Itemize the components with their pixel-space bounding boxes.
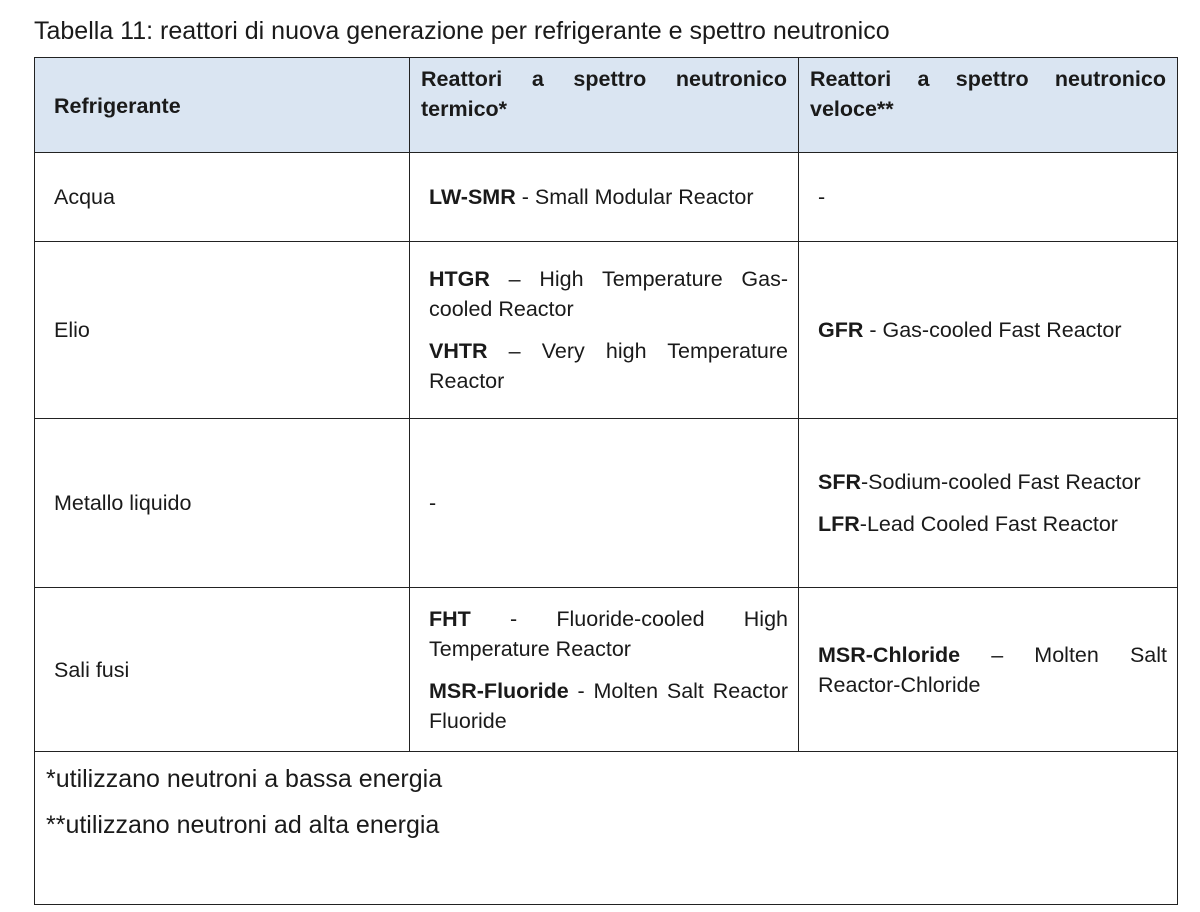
- reactor-desc: - Molten Salt Reactor Fluoride: [429, 678, 788, 733]
- coolant-cell: Elio: [35, 242, 410, 419]
- reactor-desc: -Sodium-cooled Fast Reactor: [861, 470, 1141, 494]
- table-row: [35, 242, 1178, 419]
- empty-dash: -: [818, 185, 826, 209]
- thermal-cell: [410, 419, 799, 588]
- reactor-abbr: GFR: [818, 318, 864, 342]
- coolant-cell: Sali fusi: [35, 588, 410, 752]
- header-fast-spectrum: Reattori a spettro neutronico veloce**: [799, 58, 1178, 153]
- reactor-abbr: MSR-Chloride: [818, 642, 961, 667]
- reactor-abbr: SFR: [818, 470, 861, 494]
- reactor-entry: [429, 336, 788, 396]
- fast-cell: [799, 588, 1178, 752]
- empty-dash: -: [429, 491, 437, 515]
- header-thermal-spectrum: Reattori a spettro neutronico termico*: [410, 58, 799, 153]
- fast-cell: [799, 153, 1178, 242]
- thermal-cell: [410, 153, 799, 242]
- reactor-abbr: VHTR: [429, 339, 488, 363]
- coolant-cell: Acqua: [35, 153, 410, 242]
- table-row: [35, 588, 1178, 752]
- table-row: [35, 419, 1178, 588]
- reactor-desc: – Very high Temperature Reactor: [429, 339, 788, 393]
- reactor-entry: [429, 182, 788, 212]
- fast-cell: [799, 419, 1178, 588]
- reactor-abbr: FHT: [429, 606, 471, 631]
- reactor-entry: [429, 676, 788, 736]
- fast-cell: [799, 242, 1178, 419]
- reactor-desc: - Gas-cooled Fast Reactor: [863, 318, 1122, 342]
- reactor-entry: [429, 264, 788, 324]
- thermal-cell: [410, 588, 799, 752]
- thermal-cell: [410, 242, 799, 419]
- table-caption: Tabella 11: reattori di nuova generazione per refrigerante e spettro neutronico: [34, 17, 890, 45]
- header-coolant: Refrigerante: [35, 58, 410, 153]
- reactor-desc: – Molten Salt Reactor-Chloride: [818, 642, 1167, 697]
- coolant-cell: Metallo liquido: [35, 419, 410, 588]
- reactor-entry: [818, 509, 1167, 539]
- reactor-entry: [818, 467, 1167, 497]
- notes-cell: [35, 752, 1178, 905]
- table-row: [35, 153, 1178, 242]
- reactor-entry: [429, 604, 788, 664]
- reactor-desc: - Fluoride-cooled High Temperature Reactor: [429, 606, 788, 661]
- footnote-fast: **utilizzano neutroni ad alta energia: [46, 811, 440, 839]
- reactor-abbr: HTGR: [429, 267, 490, 291]
- table-header-row: [35, 58, 1178, 153]
- reactor-desc: - Small Modular Reactor: [515, 185, 754, 209]
- reactor-desc: -Lead Cooled Fast Reactor: [859, 512, 1118, 536]
- reactor-entry: [818, 315, 1167, 345]
- reactor-desc: – High Temperature Gas-cooled Reactor: [429, 267, 788, 321]
- reactor-abbr: LW-SMR: [429, 185, 516, 209]
- reactor-entry: [818, 640, 1167, 700]
- table-notes-row: [35, 752, 1178, 905]
- reactor-abbr: LFR: [818, 512, 860, 536]
- reactor-table: [34, 57, 1178, 905]
- reactor-abbr: MSR-Fluoride: [429, 678, 569, 703]
- footnote-thermal: *utilizzano neutroni a bassa energia: [46, 765, 443, 793]
